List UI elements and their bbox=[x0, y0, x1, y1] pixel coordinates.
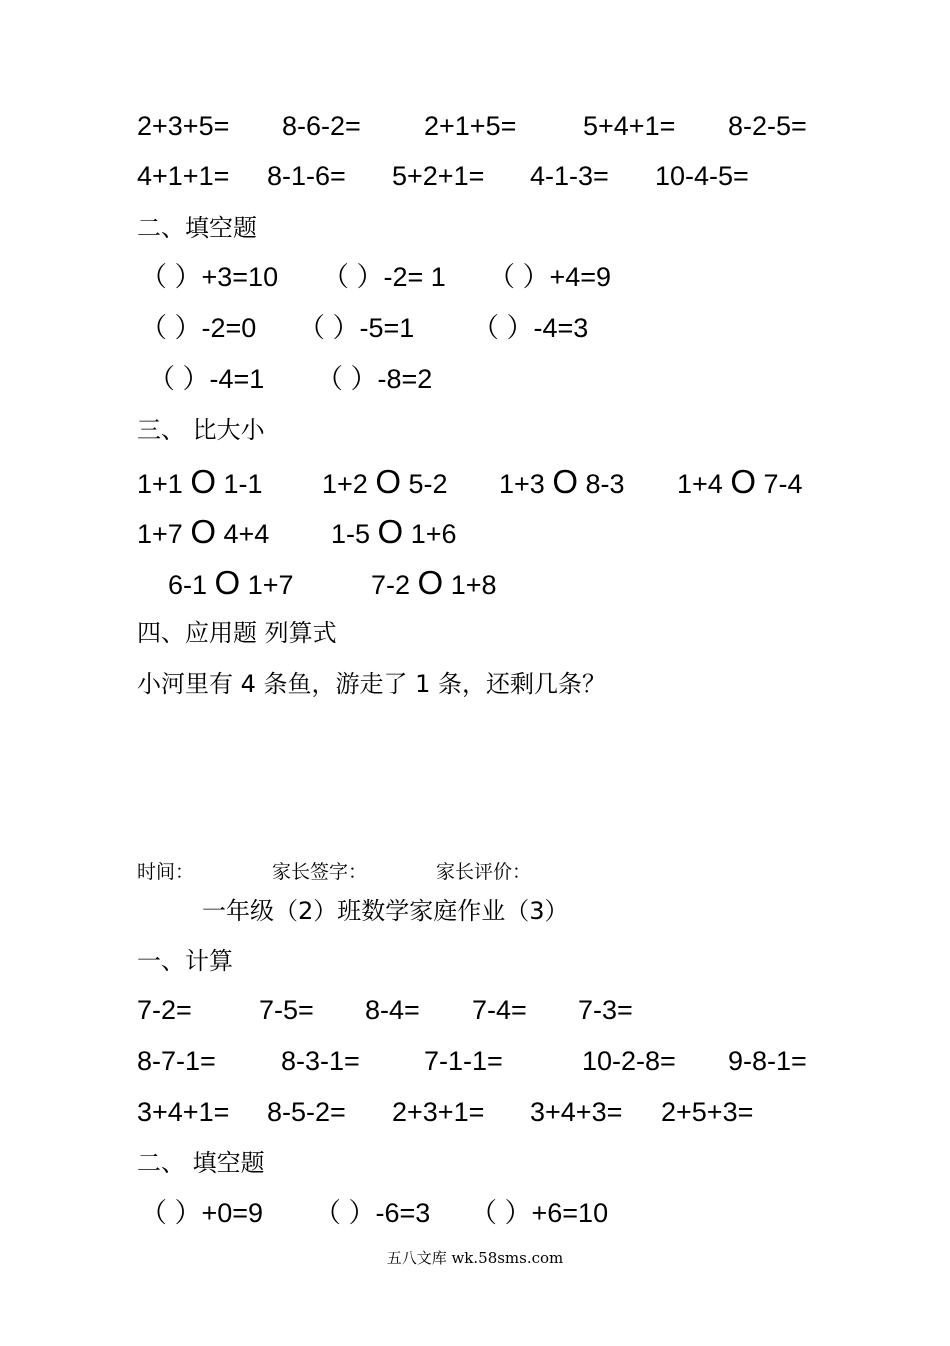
compare-circle: O bbox=[417, 564, 444, 601]
compare-item bbox=[137, 514, 269, 552]
compare-right: 8-3 bbox=[585, 469, 625, 499]
calc-item: 8-6-2= bbox=[282, 111, 361, 141]
compare-right: 4+4 bbox=[223, 519, 270, 549]
calc-item: 2+5+3= bbox=[661, 1097, 754, 1127]
compare-right: 5-2 bbox=[408, 469, 448, 499]
footer-text: 五八文库 wk.58sms.com bbox=[386, 1249, 564, 1267]
calc-item: 7-5= bbox=[259, 995, 314, 1025]
compare-right: 1+6 bbox=[410, 519, 457, 549]
fill-item: （ ）+3=10 bbox=[140, 262, 279, 292]
calc-item: 7-1-1= bbox=[424, 1046, 503, 1076]
fill-item: （ ）-6=3 bbox=[314, 1198, 431, 1228]
parent-sign-label: 家长签字： bbox=[272, 861, 368, 883]
compare-circle: O bbox=[730, 463, 756, 500]
calc-item: 4+1+1= bbox=[137, 161, 230, 191]
calc-item: 7-2= bbox=[137, 995, 192, 1025]
compare-left: 7-2 bbox=[371, 570, 411, 600]
footer bbox=[0, 1248, 950, 1292]
section-title: 二、填空题 bbox=[137, 214, 257, 242]
compare-right: 7-4 bbox=[763, 469, 803, 499]
calc-item: 2+1+5= bbox=[424, 111, 517, 141]
compare-item bbox=[168, 565, 294, 603]
compare-circle: O bbox=[552, 463, 578, 500]
fill-item: （ ）-4=3 bbox=[472, 313, 589, 343]
fill-item: （ ）-8=2 bbox=[316, 364, 433, 394]
calc-item: 8-7-1= bbox=[137, 1046, 216, 1076]
compare-left: 6-1 bbox=[168, 570, 208, 600]
section-title: 一、计算 bbox=[137, 947, 233, 975]
compare-left: 1+1 bbox=[137, 469, 183, 499]
section-title: 三、 比大小 bbox=[137, 416, 265, 444]
fill-item: （ ）-2= 1 bbox=[322, 262, 446, 292]
calc-item: 5+4+1= bbox=[583, 111, 676, 141]
calc-item: 8-2-5= bbox=[728, 111, 807, 141]
compare-left: 1+7 bbox=[137, 519, 183, 549]
calc-item: 5+2+1= bbox=[392, 161, 485, 191]
fill-item: （ ）+0=9 bbox=[140, 1198, 264, 1228]
word-problem-text: 小河里有 4 条鱼，游走了 1 条，还剩几条？ bbox=[137, 670, 607, 698]
compare-right: 1+7 bbox=[247, 570, 294, 600]
homework-title: 一年级（2）班数学家庭作业（3） bbox=[202, 897, 569, 925]
calc-item: 8-3-1= bbox=[281, 1046, 360, 1076]
compare-item bbox=[137, 464, 263, 502]
compare-right: 1+8 bbox=[450, 570, 497, 600]
fill-item: （ ）-5=1 bbox=[298, 313, 415, 343]
compare-circle: O bbox=[190, 513, 216, 550]
calc-item: 8-4= bbox=[365, 995, 420, 1025]
calc-item: 9-8-1= bbox=[728, 1046, 807, 1076]
calc-item: 8-1-6= bbox=[267, 161, 346, 191]
calc-item: 3+4+3= bbox=[530, 1097, 623, 1127]
compare-circle: O bbox=[214, 564, 241, 601]
section-title: 二、 填空题 bbox=[137, 1149, 265, 1177]
fill-item: （ ）+4=9 bbox=[488, 262, 612, 292]
calc-item: 7-3= bbox=[578, 995, 633, 1025]
parent-eval-label: 家长评价： bbox=[436, 861, 532, 883]
compare-item bbox=[371, 565, 497, 603]
calc-item: 2+3+1= bbox=[392, 1097, 485, 1127]
calc-item: 10-4-5= bbox=[655, 161, 749, 191]
fill-item: （ ）-4=1 bbox=[148, 364, 265, 394]
compare-circle: O bbox=[377, 513, 404, 550]
calc-item: 4-1-3= bbox=[530, 161, 609, 191]
fill-item: （ ）-2=0 bbox=[140, 313, 257, 343]
calc-item: 7-4= bbox=[472, 995, 527, 1025]
section-title: 四、应用题 列算式 bbox=[137, 619, 337, 647]
calc-item: 8-5-2= bbox=[267, 1097, 346, 1127]
calc-item: 10-2-8= bbox=[582, 1046, 676, 1076]
compare-item bbox=[331, 514, 457, 552]
fill-item: （ ）+6=10 bbox=[470, 1198, 609, 1228]
compare-left: 1+3 bbox=[499, 469, 545, 499]
time-label: 时间： bbox=[137, 861, 195, 883]
compare-left: 1+4 bbox=[677, 469, 723, 499]
compare-circle: O bbox=[190, 463, 216, 500]
compare-circle: O bbox=[375, 463, 401, 500]
compare-left: 1-5 bbox=[331, 519, 371, 549]
calc-item: 3+4+1= bbox=[137, 1097, 230, 1127]
compare-item bbox=[322, 464, 448, 502]
compare-item bbox=[677, 464, 803, 502]
compare-left: 1+2 bbox=[322, 469, 368, 499]
calc-item: 2+3+5= bbox=[137, 111, 230, 141]
compare-right: 1-1 bbox=[223, 469, 263, 499]
compare-item bbox=[499, 464, 625, 502]
